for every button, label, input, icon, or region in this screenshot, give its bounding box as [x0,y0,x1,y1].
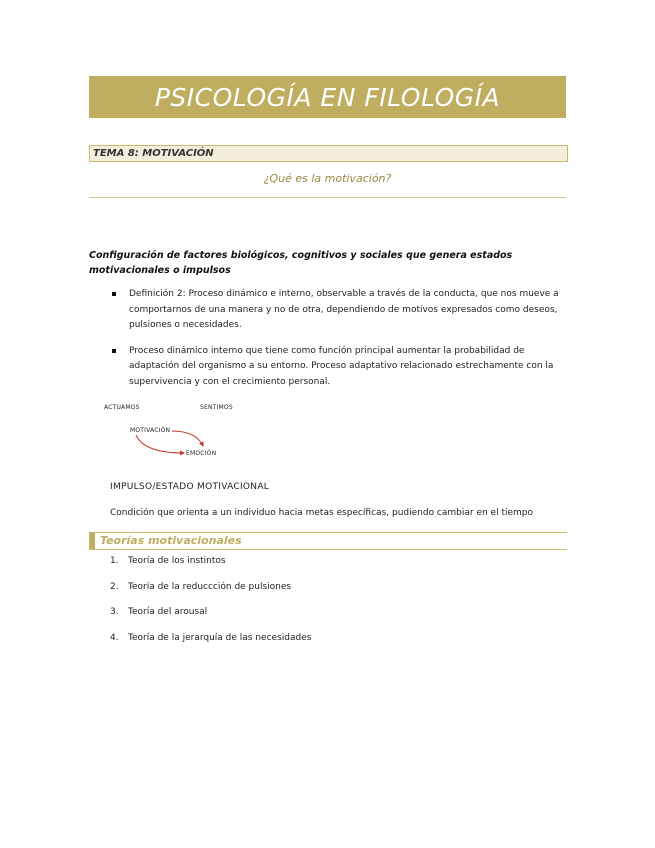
page-title-banner [89,76,566,118]
teorias-list [110,555,311,657]
diagram-label-emocion: EMOCIÓN [186,450,217,457]
list-item: 2. Teoría de la reduccción de pulsiones [110,581,292,592]
divider [89,197,566,198]
arrow-curve-to-emocion-icon [136,435,184,453]
diagram-arrows [100,401,260,463]
motivation-emotion-diagram [100,401,260,463]
bullet-square-icon [112,292,116,296]
impulso-definition: Condición que orienta a un individuo hacia metas específicas, pudiendo cambiar en el tiempo [110,508,534,518]
arrow-motivacion-right-icon [172,431,203,446]
section-question: ¿Qué es la motivación? [263,172,392,185]
diagram-label-actuamos: ACTUAMOS [104,404,140,411]
page-title: PSICOLOGÍA EN FILOLOGÍA [154,83,501,112]
heading-accent-bar [90,533,95,549]
teorias-heading [89,532,567,550]
teorias-title: Teorías motivacionales [100,534,242,547]
diagram-label-motivacion: MOTIVACIÓN [130,427,171,434]
list-item [112,344,560,391]
tema-heading: TEMA 8: MOTIVACIÓN [89,145,568,162]
bullet-text: Definición 2: Proceso dinámico e interno, observable a través de la conducta, que nos mueve a comportarnos de una manera y no de otra, dependiendo de motivos expresados como deseos, pulsiones o necesidades. [129,289,559,330]
bullet-square-icon [112,349,116,353]
definition-heading: Configuración de factores biológicos, cognitivos y sociales que genera estados motivacionales o impulsos [89,250,513,276]
diagram-label-sentimos: SENTIMOS [200,404,233,411]
list-item [112,287,560,334]
list-item: 1. Teoría de los instintos [110,556,226,566]
definition-bullet-list [112,287,560,400]
list-item: 3. Teoría del arousal [110,607,208,617]
list-item: 4. Teoría de la jerarquía de las necesidades [110,632,312,643]
impulso-title: IMPULSO/ESTADO MOTIVACIONAL [110,482,270,492]
bullet-text: Proceso dinámico interno que tiene como función principal aumentar la probabilidad de adaptación del organismo a su entorno. Proceso adaptativo relacionado estrechamente con la supervivencia y con el crecimiento personal. [129,345,554,387]
